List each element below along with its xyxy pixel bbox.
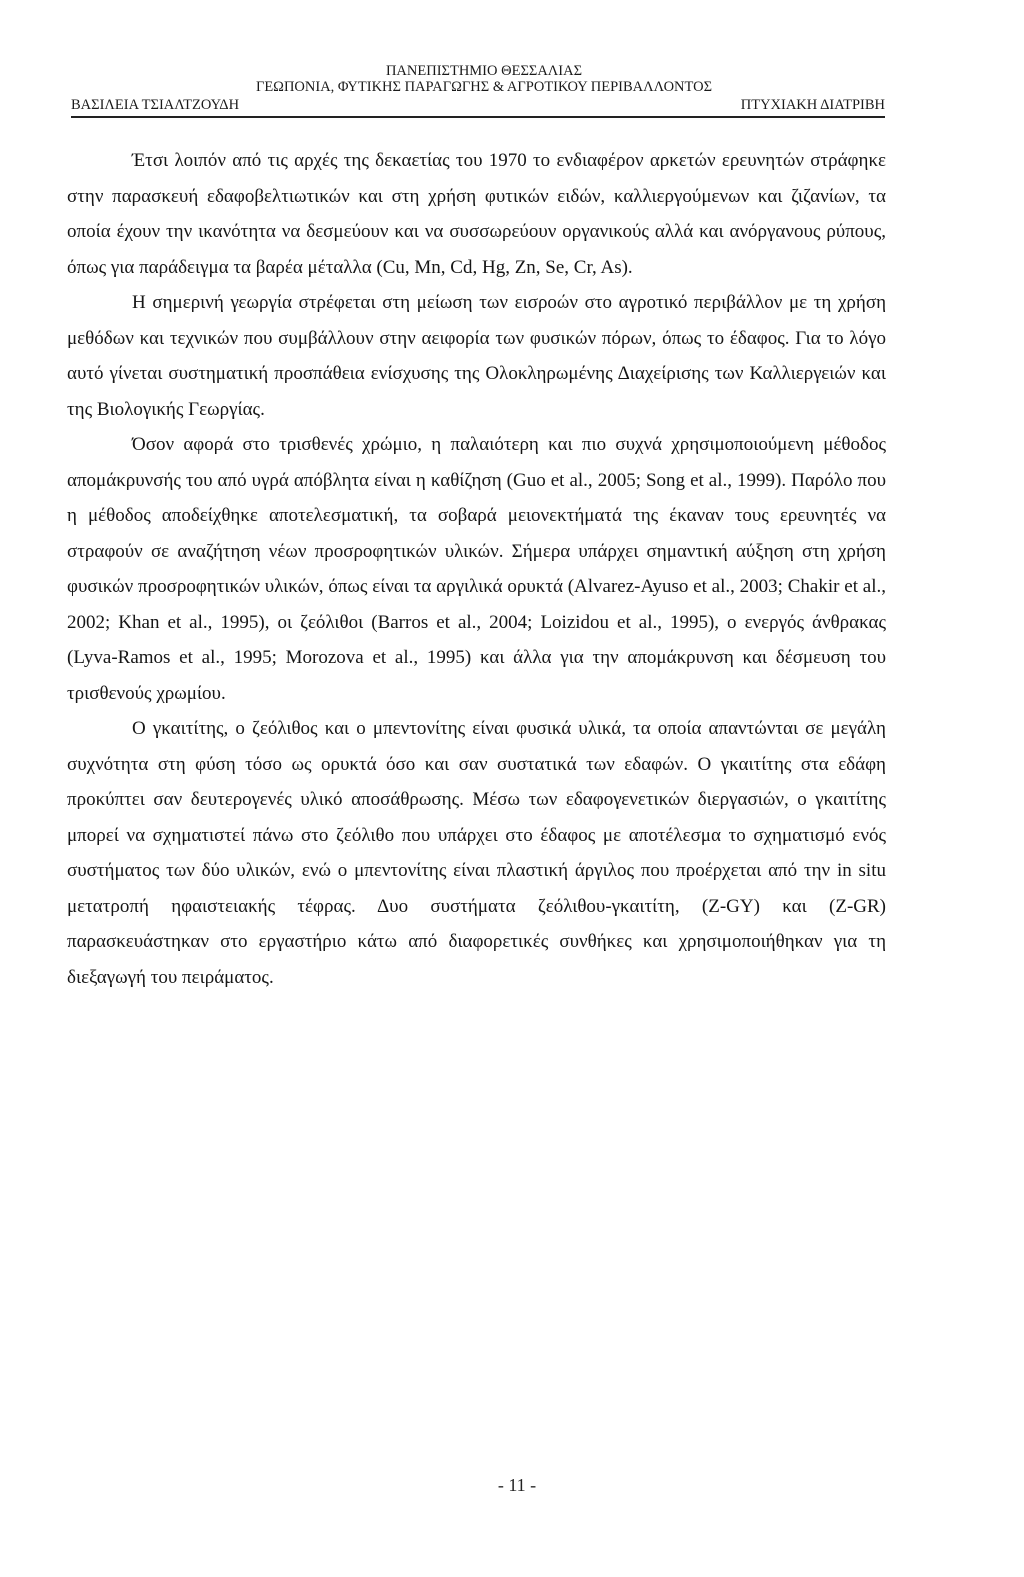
page-number: - 11 - (497, 1475, 537, 1495)
paragraph: Ο γκαιτίτης, ο ζεόλιθος και ο μπεντονίτης είναι φυσικά υλικά, τα οποία απαντώνται σε μεγάλη συχνότητα στη φύση τόσο ως ορυκτά όσο και σαν συστατικά των εδαφών. Ο γκαιτίτης στα εδάφη προκύπτει σαν δευτερογενές υλικό αποσάθρωσης. Μέσω των εδαφογενετικών διεργασιών, ο γκαιτίτης μπορεί να σχηματιστεί πάνω στο ζεόλιθο που υπάρχει στο έδαφος με αποτέλεσμα το σχηματισμό ενός συστήματος των δύο υλικών, ενώ ο μπεντονίτης είναι πλαστική άργιλος που προέρχεται από την in situ μετατροπή ηφαιστειακής τέφρας. Δυο συστήματα ζεόλιθου-γκαιτίτη, (Z-GY) και (Z-GR) παρασκευάστηκαν στο εργαστήριο κάτω από διαφορετικές συνθήκες και χρησιμοποιήθηκαν για τη διεξαγωγή του πειράματος. (67, 718, 886, 988)
page-header (71, 62, 885, 122)
paragraph: Έτσι λοιπόν από τις αρχές της δεκαετίας του 1970 το ενδιαφέρον αρκετών ερευνητών στράφηκε στην παρασκευή εδαφοβελτιωτικών και στη χρήση φυτικών ειδών, καλλιεργούμενων και ζιζανίων, τα οποία έχουν την ικανότητα να δεσμεύουν και να συσσωρεύουν οργανικούς αλλά και ανόργανους ρύπους, όπως για παράδειγμα τα βαρέα μέταλλα (Cu, Mn, Cd, Hg, Zn, Se, Cr, As). (67, 150, 886, 278)
body-text (67, 143, 886, 995)
paragraph: Όσον αφορά στο τρισθενές χρώμιο, η παλαιότερη και πιο συχνά χρησιμοποιούμενη μέθοδος απομάκρυνσής του από υγρά απόβλητα είναι η καθίζηση (Guo et al., 2005; Song et al., 1999). Παρόλο που η μέθοδος αποδείχθηκε αποτελεσματική, τα σοβαρά μειονεκτήματά της έκαναν τους ερευνητές να στραφούν σε αναζήτηση νέων προσροφητικών υλικών. Σήμερα υπάρχει σημαντική αύξηση στη χρήση φυσικών προσροφητικών υλικών, όπως είναι τα αργιλικά ορυκτά (Alvarez-Ayuso et al., 2003; Chakir et al., 2002; Khan et al., 1995), οι ζεόλιθοι (Barros et al., 2004; Loizidou et al., 1995), ο ενεργός άνθρακας (Lyva-Ramos et al., 1995; Morozova et al., 1995) και άλλα για την απομάκρυνση και δέσμευση του τρισθενούς χρωμίου. (67, 434, 886, 704)
header-rule (71, 116, 885, 118)
document-type: ΠΤΥΧΙΑΚΗ ΔΙΑΤΡΙΒΗ (740, 97, 885, 113)
university-name: ΠΑΝΕΠΙΣΤΗΜΙΟ ΘΕΣΣΑΛΙΑΣ (385, 63, 583, 79)
department-name: ΓΕΩΠΟΝΙΑ, ΦΥΤΙΚΗΣ ΠΑΡΑΓΩΓΗΣ & ΑΓΡΟΤΙΚΟΥ ΠΕΡΙΒΑΛΛΟΝΤΟΣ (255, 79, 713, 95)
author-name: ΒΑΣΙΛΕΙΑ ΤΣΙΑΛΤΖΟΥΔΗ (71, 97, 240, 113)
paragraph: Η σημερινή γεωργία στρέφεται στη μείωση των εισροών στο αγροτικό περιβάλλον με τη χρήση μεθόδων και τεχνικών που συμβάλλουν στην αειφορία των φυσικών πόρων, όπως το έδαφος. Για το λόγο αυτό γίνεται συστηματική προσπάθεια ενίσχυσης της Ολοκληρωμένης Διαχείρισης των Καλλιεργειών και της Βιολογικής Γεωργίας. (67, 292, 886, 420)
